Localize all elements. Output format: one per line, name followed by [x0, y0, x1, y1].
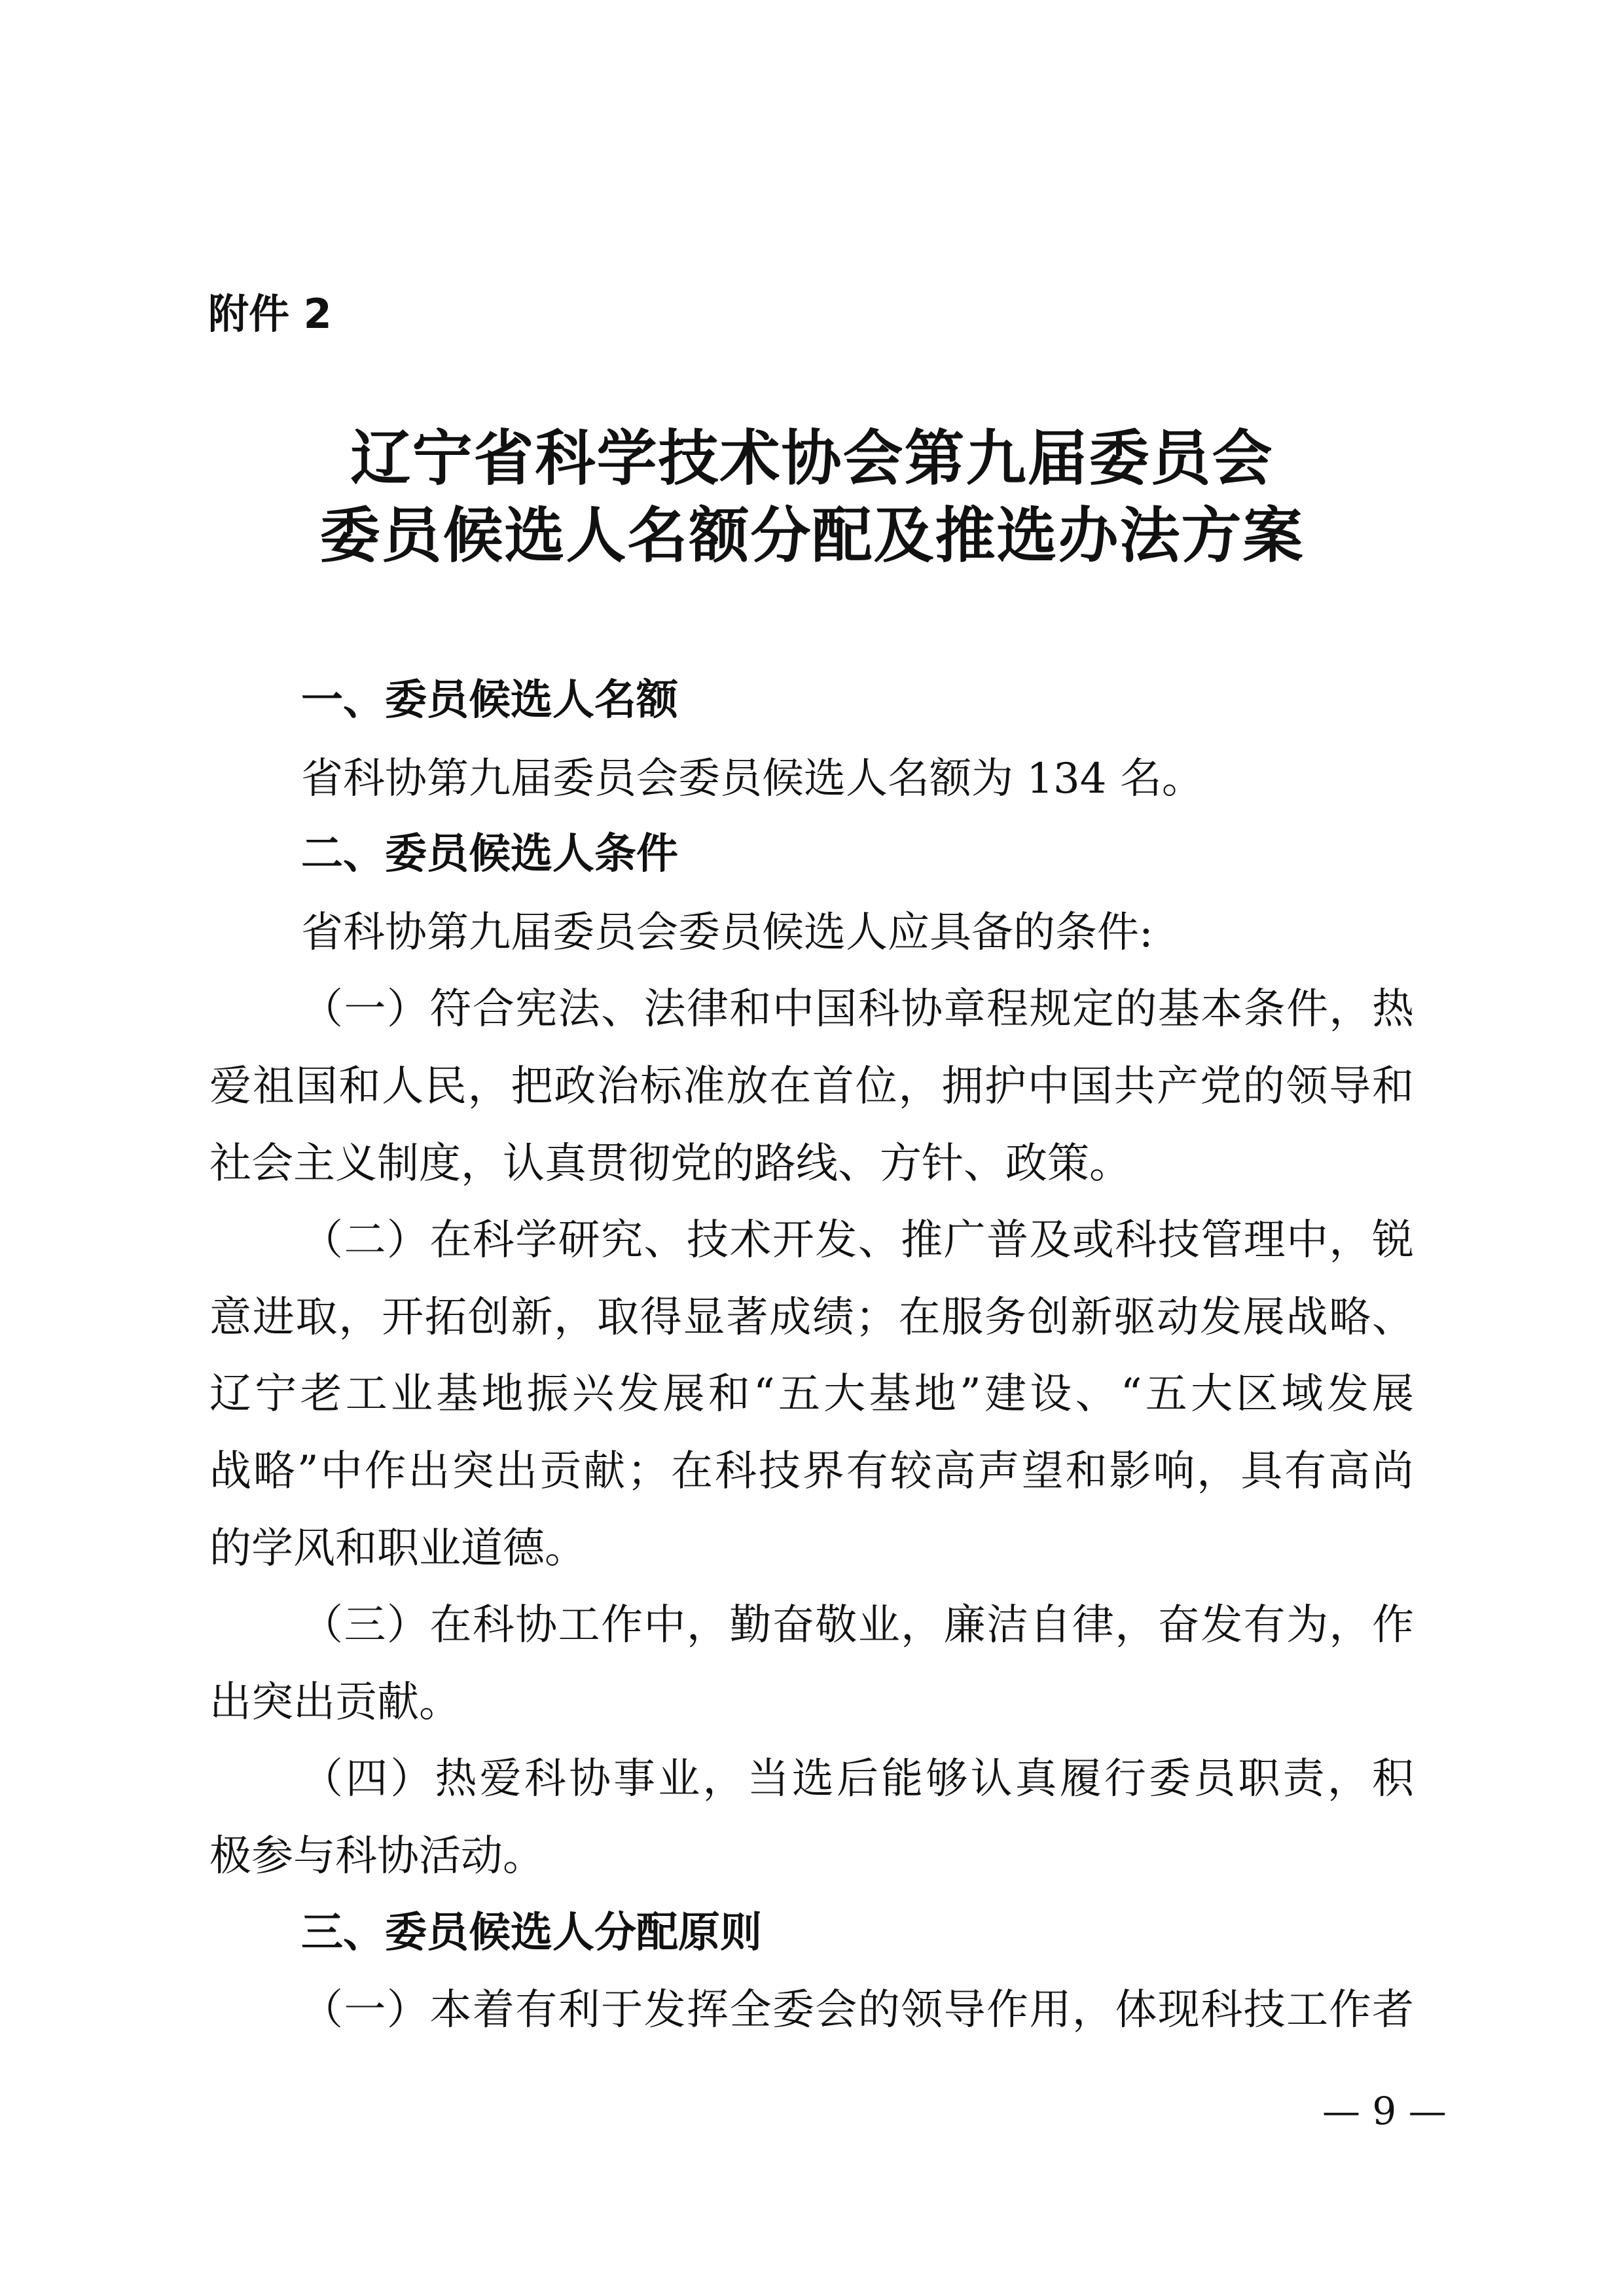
section-heading: 二、委员候选人条件: [301, 830, 678, 878]
paragraph-line: 辽宁老工业基地振兴发展和“五大基地”建设、“五大区域发展: [209, 1370, 1414, 1418]
paragraph-line: 出突出贡献。: [209, 1678, 461, 1727]
attachment-label: 附件 2: [208, 290, 332, 338]
page-number: — 9 —: [1322, 2089, 1447, 2133]
document-title-line-1: 辽宁省科学技术协会第九届委员会: [350, 423, 1274, 494]
paragraph-line: （三）在科协工作中，勤奋敬业，廉洁自律，奋发有为，作: [301, 1601, 1414, 1649]
section-heading: 三、委员候选人分配原则: [301, 1909, 762, 1957]
paragraph-line: （一）符合宪法、法律和中国科协章程规定的基本条件，热: [301, 985, 1414, 1034]
paragraph-line: （二）在科学研究、技术开发、推广普及或科技管理中，锐: [301, 1216, 1414, 1265]
paragraph-line: 极参与科协活动。: [209, 1832, 545, 1881]
paragraph-line: 的学风和职业道德。: [209, 1524, 586, 1573]
paragraph-line: 爱祖国和人民，把政治标准放在首位，拥护中国共产党的领导和: [209, 1062, 1414, 1111]
paragraph-line: （四）热爱科协事业，当选后能够认真履行委员职责，积: [301, 1755, 1414, 1803]
paragraph-line: 社会主义制度，认真贯彻党的路线、方针、政策。: [209, 1140, 1131, 1188]
paragraph-line: 意进取，开拓创新，取得显著成绩；在服务创新驱动发展战略、: [209, 1293, 1414, 1342]
paragraph-line: （一）本着有利于发挥全委会的领导作用，体现科技工作者: [301, 1986, 1414, 2034]
paragraph-line: 战略”中作出突出贡献；在科技界有较高声望和影响，具有高尚: [209, 1447, 1414, 1496]
section-heading: 一、委员候选人名额: [301, 676, 678, 725]
paragraph-line: 省科协第九届委员会委员候选人应具备的条件:: [301, 909, 1153, 957]
paragraph-line: 省科协第九届委员会委员候选人名额为 134 名。: [301, 755, 1204, 803]
document-title-line-2: 委员候选人名额分配及推选办法方案: [319, 500, 1305, 571]
